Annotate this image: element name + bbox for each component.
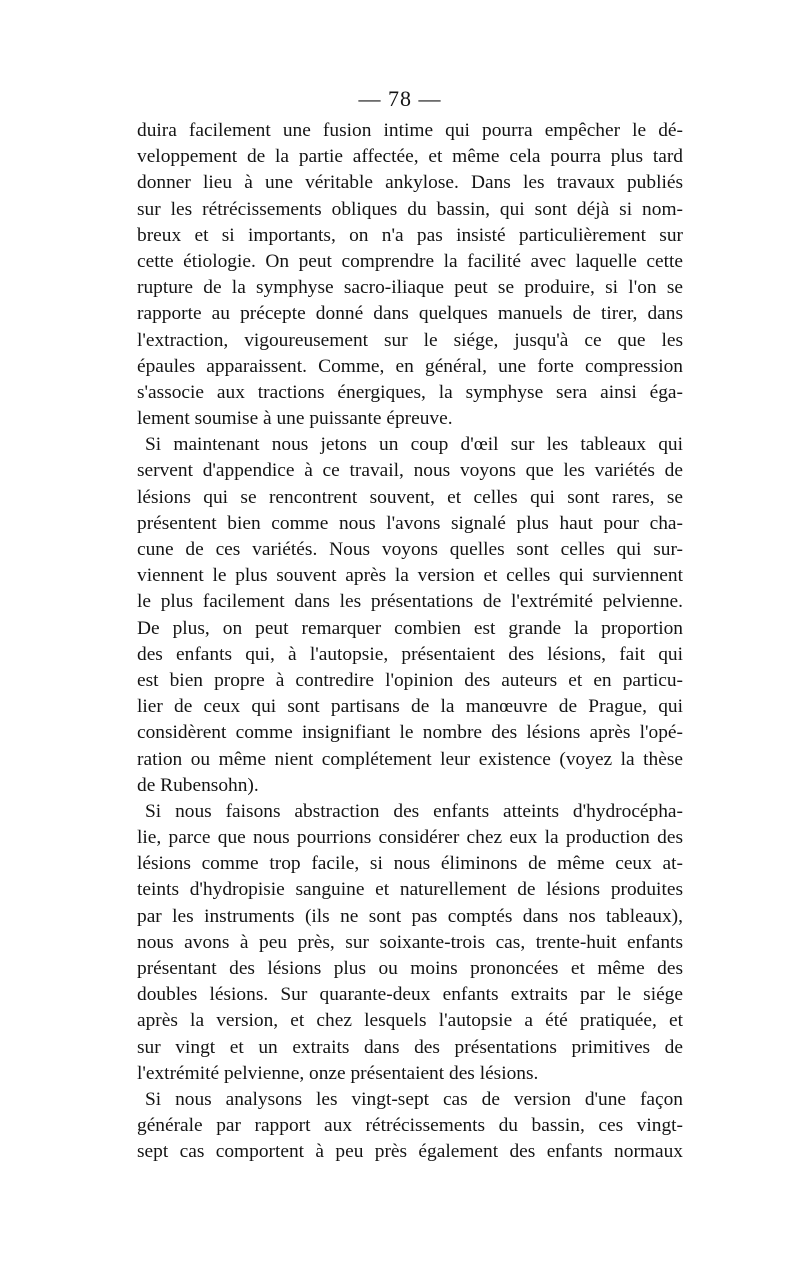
text-line: par les instruments (ils ne sont pas comptés dans nos tableaux),: [137, 905, 683, 927]
text-line: sept cas comportent à peu près également des enfants normaux: [137, 1141, 683, 1163]
text-line: épaules apparaissent. Comme, en général, une forte compression: [137, 355, 683, 377]
text-line: veloppement de la partie affectée, et même cela pourra plus tard: [137, 146, 683, 168]
text-line: cune de ces variétés. Nous voyons quelles sont celles qui sur-: [137, 539, 683, 560]
text-line: lier de ceux qui sont partisans de la manœuvre de Prague, qui: [137, 696, 683, 718]
page-number: — 78 —: [358, 86, 442, 111]
text-line: breux et si importants, on n'a pas insisté particulièrement sur: [137, 224, 683, 246]
text-line: après la version, et chez lesquels l'autopsie a été pratiquée, et: [137, 1010, 683, 1032]
text-line: lésions qui se rencontrent souvent, et celles qui sont rares, se: [137, 486, 683, 508]
text-line: générale par rapport aux rétrécissements du bassin, ces vingt-: [137, 1115, 683, 1137]
text-line: lésions comme trop facile, si nous éliminons de même ceux at-: [137, 853, 683, 875]
text-line: des enfants qui, à l'autopsie, présentaient des lésions, fait qui: [137, 643, 683, 665]
text-line: l'extrémité pelvienne, onze présentaient des lésions.: [137, 1062, 539, 1084]
text-line: cette étiologie. On peut comprendre la facilité avec laquelle cette: [137, 250, 683, 272]
text-line: Si maintenant nous jetons un coup d'œil sur les tableaux qui: [145, 434, 683, 456]
text-line: est bien propre à contredire l'opinion des auteurs et en particu-: [137, 669, 683, 691]
text-line: donner lieu à une véritable ankylose. Dans les travaux publiés: [137, 172, 683, 194]
text-line: considèrent comme insignifiant le nombre des lésions après l'opé-: [137, 722, 683, 744]
text-line: l'extraction, vigoureusement sur le siége, jusqu'à ce que les: [137, 329, 683, 351]
text-line: présentant des lésions plus ou moins prononcées et même des: [137, 958, 683, 979]
text-line: présentent bien comme nous l'avons signalé plus haut pour cha-: [137, 512, 683, 534]
text-line: Si nous faisons abstraction des enfants atteints d'hydrocépha-: [145, 800, 683, 822]
text-line: nous avons à peu près, sur soixante-trois cas, trente-huit enfants: [137, 931, 683, 953]
text-line: teints d'hydropisie sanguine et naturellement de lésions produites: [137, 879, 683, 901]
body-text: [137, 118, 683, 1166]
text-line: lement soumise à une puissante épreuve.: [137, 408, 453, 430]
text-line: sur les rétrécissements obliques du bassin, qui sont déjà si nom-: [137, 198, 683, 220]
text-line: servent d'appendice à ce travail, nous voyons que les variétés de: [137, 460, 683, 482]
text-line: sur vingt et un extraits dans des présentations primitives de: [137, 1036, 683, 1058]
text-line: Si nous analysons les vingt-sept cas de version d'une façon: [145, 1088, 683, 1110]
text-line: doubles lésions. Sur quarante-deux enfants extraits par le siége: [137, 984, 683, 1006]
text-line: lie, parce que nous pourrions considérer chez eux la production des: [137, 827, 683, 849]
text-line: de Rubensohn).: [137, 774, 259, 796]
text-line: ration ou même nient complétement leur existence (voyez la thèse: [137, 748, 683, 770]
text-line: duira facilement une fusion intime qui pourra empêcher le dé-: [137, 120, 683, 141]
text-line: De plus, on peut remarquer combien est grande la proportion: [137, 617, 683, 639]
text-line: s'associe aux tractions énergiques, la symphyse sera ainsi éga-: [137, 381, 683, 403]
text-line: rupture de la symphyse sacro-iliaque peut se produire, si l'on se: [137, 277, 683, 299]
text-line: rapporte au précepte donné dans quelques manuels de tirer, dans: [137, 303, 683, 325]
text-line: viennent le plus souvent après la version et celles qui surviennent: [137, 565, 683, 587]
text-line: le plus facilement dans les présentations de l'extrémité pelvienne.: [137, 591, 683, 613]
